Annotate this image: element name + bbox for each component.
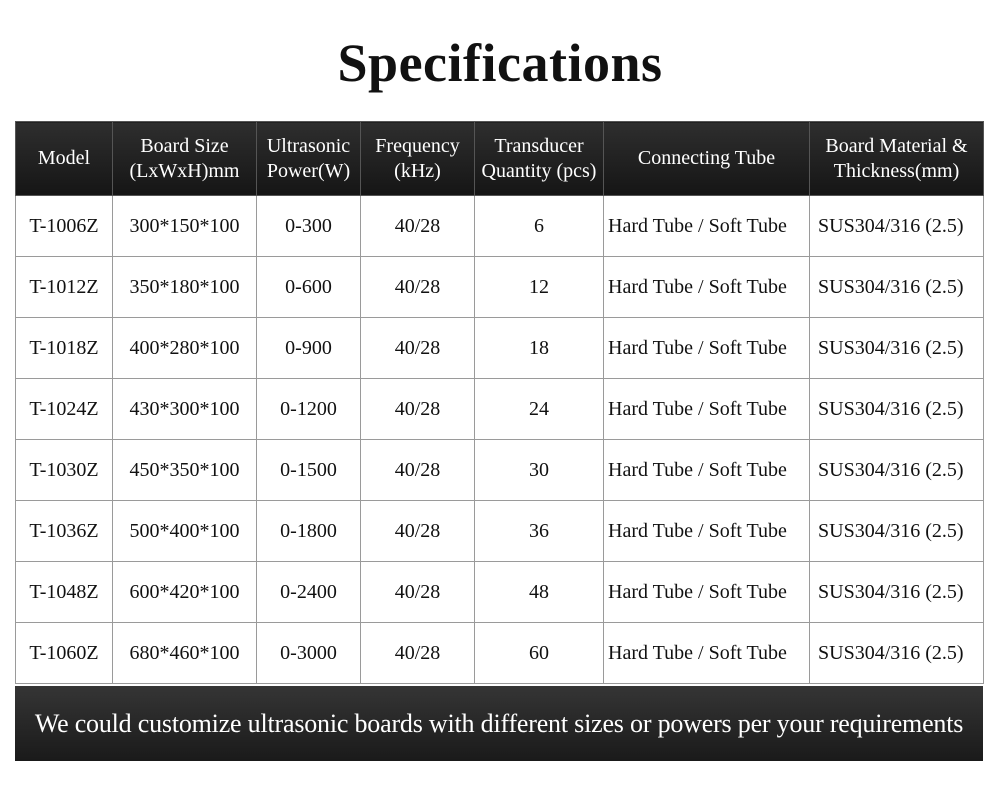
cell-model: T-1060Z (16, 623, 113, 684)
header-transducer-line1: Transducer (494, 134, 584, 157)
table-row (16, 257, 984, 318)
header-material-line1: Board Material & (825, 134, 968, 157)
cell-frequency: 40/28 (361, 196, 475, 257)
cell-frequency: 40/28 (361, 623, 475, 684)
cell-power: 0-300 (257, 196, 361, 257)
cell-board-size: 450*350*100 (113, 440, 257, 501)
header-board-size-line2: (LxWxH)mm (129, 159, 240, 182)
header-board-size (113, 122, 257, 196)
cell-connecting-tube: Hard Tube / Soft Tube (604, 501, 810, 562)
customization-banner: We could customize ultrasonic boards with different sizes or powers per your requirements (15, 686, 983, 761)
cell-frequency: 40/28 (361, 257, 475, 318)
cell-connecting-tube: Hard Tube / Soft Tube (604, 257, 810, 318)
cell-power: 0-600 (257, 257, 361, 318)
cell-model: T-1036Z (16, 501, 113, 562)
cell-board-size: 300*150*100 (113, 196, 257, 257)
cell-material: SUS304/316 (2.5) (810, 196, 984, 257)
header-power-line1: Ultrasonic (266, 134, 351, 157)
cell-material: SUS304/316 (2.5) (810, 379, 984, 440)
cell-connecting-tube: Hard Tube / Soft Tube (604, 440, 810, 501)
cell-power: 0-2400 (257, 562, 361, 623)
cell-material: SUS304/316 (2.5) (810, 501, 984, 562)
cell-model: T-1012Z (16, 257, 113, 318)
cell-board-size: 400*280*100 (113, 318, 257, 379)
cell-power: 0-1800 (257, 501, 361, 562)
cell-quantity: 12 (475, 257, 604, 318)
header-material-line2: Thickness(mm) (833, 159, 960, 182)
cell-material: SUS304/316 (2.5) (810, 440, 984, 501)
table-header-row (16, 122, 984, 196)
cell-quantity: 60 (475, 623, 604, 684)
cell-board-size: 430*300*100 (113, 379, 257, 440)
cell-quantity: 6 (475, 196, 604, 257)
cell-frequency: 40/28 (361, 379, 475, 440)
table-row (16, 562, 984, 623)
cell-frequency: 40/28 (361, 440, 475, 501)
cell-power: 0-3000 (257, 623, 361, 684)
cell-board-size: 600*420*100 (113, 562, 257, 623)
cell-material: SUS304/316 (2.5) (810, 623, 984, 684)
cell-connecting-tube: Hard Tube / Soft Tube (604, 562, 810, 623)
header-material (810, 122, 984, 196)
cell-material: SUS304/316 (2.5) (810, 257, 984, 318)
header-power (257, 122, 361, 196)
table-row (16, 623, 984, 684)
cell-connecting-tube: Hard Tube / Soft Tube (604, 379, 810, 440)
page-title: Specifications (337, 33, 663, 93)
cell-model: T-1024Z (16, 379, 113, 440)
cell-model: T-1006Z (16, 196, 113, 257)
header-connecting-tube (604, 122, 810, 196)
cell-frequency: 40/28 (361, 318, 475, 379)
table-row (16, 379, 984, 440)
cell-quantity: 30 (475, 440, 604, 501)
cell-power: 0-900 (257, 318, 361, 379)
cell-frequency: 40/28 (361, 562, 475, 623)
cell-material: SUS304/316 (2.5) (810, 562, 984, 623)
cell-quantity: 18 (475, 318, 604, 379)
cell-material: SUS304/316 (2.5) (810, 318, 984, 379)
header-model (16, 122, 113, 196)
cell-model: T-1018Z (16, 318, 113, 379)
cell-frequency: 40/28 (361, 501, 475, 562)
cell-quantity: 48 (475, 562, 604, 623)
cell-connecting-tube: Hard Tube / Soft Tube (604, 318, 810, 379)
cell-connecting-tube: Hard Tube / Soft Tube (604, 196, 810, 257)
header-frequency-line1: Frequency (375, 134, 460, 157)
cell-board-size: 350*180*100 (113, 257, 257, 318)
header-connecting-tube-label: Connecting Tube (637, 147, 776, 169)
cell-quantity: 36 (475, 501, 604, 562)
header-frequency (361, 122, 475, 196)
table-row (16, 440, 984, 501)
header-board-size-line1: Board Size (140, 134, 229, 157)
table-row (16, 501, 984, 562)
cell-power: 0-1200 (257, 379, 361, 440)
cell-model: T-1048Z (16, 562, 113, 623)
header-transducer-line2: Quantity (pcs) (481, 159, 597, 182)
cell-board-size: 500*400*100 (113, 501, 257, 562)
cell-board-size: 680*460*100 (113, 623, 257, 684)
cell-model: T-1030Z (16, 440, 113, 501)
header-frequency-line2: (kHz) (394, 159, 441, 182)
header-transducer (475, 122, 604, 196)
cell-connecting-tube: Hard Tube / Soft Tube (604, 623, 810, 684)
header-power-line2: Power(W) (266, 159, 351, 182)
header-model-label: Model (37, 147, 91, 169)
table-row (16, 196, 984, 257)
cell-power: 0-1500 (257, 440, 361, 501)
cell-quantity: 24 (475, 379, 604, 440)
table-row (16, 318, 984, 379)
specifications-table (15, 121, 984, 684)
